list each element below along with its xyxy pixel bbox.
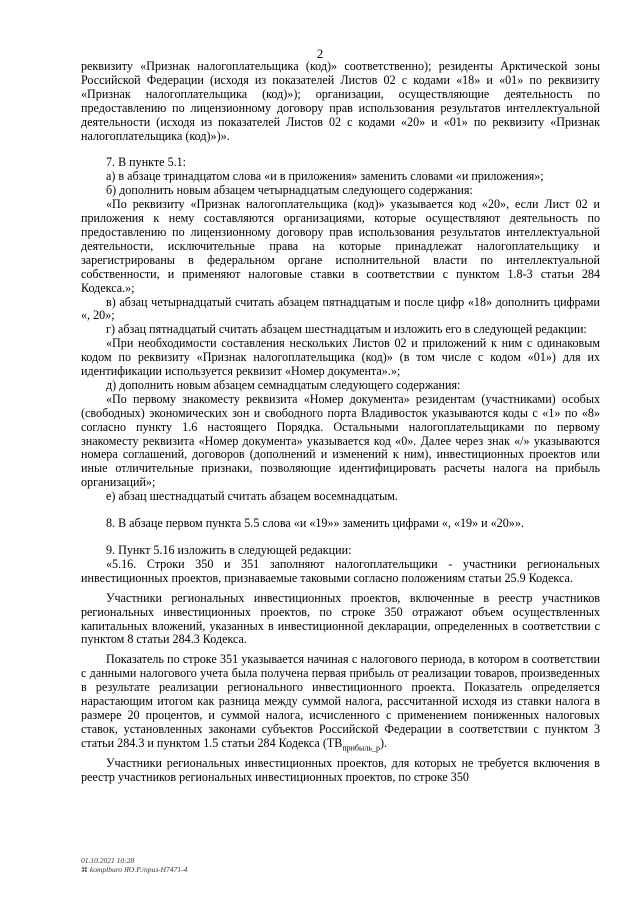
paragraph: «При необходимости составления нескольких Листов 02 и приложений к ним с одинаковым кодом по реквизиту «Признак налогоплательщика (код)» (в том числе с кодом «01») для их идентификации используется реквизит «Номер документа».»; xyxy=(81,336,600,379)
paragraph xyxy=(81,652,600,753)
paragraph: б) дополнить новым абзацем четырнадцатым следующего содержания: xyxy=(106,183,473,198)
paragraph: 8. В абзаце первом пункта 5.5 слова «и «19»» заменить цифрами «, «19» и «20»». xyxy=(106,516,524,531)
paragraph: реквизиту «Признак налогоплательщика (код)» соответственно); резиденты Арктической зоны Российской Федерации (исходя из показателей Листов 02 с кодами «18» и «01» по реквизиту «Признак налогоплательщика (код)»); организации, осуществляющие деятельность по предоставлению по лицензионному договору прав использования результатов интеллектуальной деятельности (исходя из показателей Листов 02 с кодами «20» и «01» по реквизиту «Признак налогоплательщика (код)»)». xyxy=(81,59,600,143)
footer-timestamp: 01.10.2021 10:28 xyxy=(81,856,135,865)
page-number: 2 xyxy=(316,46,324,61)
document-body xyxy=(81,60,600,785)
paragraph-text: Показатель по строке 351 указывается начиная с налогового периода, в котором в соответствии с данными налогового учета была получена первая прибыль от реализации товаров, произведенных в результате реализации регионального инвестиционного проекта. Показатель определяется нарастающим итогом как разница между суммой налога, рассчитанной исходя из ставки налога в размере 20 процентов, и суммой налога, исчисленного с применением пониженных налоговых ставок, установленных законами субъектов Российской Федерации в соответствии с пунктом 3 статьи 284.3 и пунктом 1.5 статьи 284 Кодекса (ТВ xyxy=(81,652,600,750)
paragraph: Участники региональных инвестиционных проектов, для которых не требуется включения в реестр участников региональных инвестиционных проектов, по строке 350 xyxy=(81,755,600,784)
footer-path-line xyxy=(81,865,187,875)
subscript: прибыль_р xyxy=(342,743,380,753)
paragraph: «По реквизиту «Признак налогоплательщика (код)» указывается код «20», если Лист 02 и приложения к нему составляются организациями, которые осуществляют деятельность по предоставлению по лицензионному договору прав использования результатов интеллектуальной деятельности, исключительные права на которые принадлежат налогоплательщику и зарегистрированы в федеральном органе исполнительной власти по интеллектуальной собственности, и применяют налоговые ставки в соответствии с пунктом 1.8-3 статьи 284 Кодекса.»; xyxy=(81,197,600,295)
paragraph: а) в абзаце тринадцатом слова «и в приложения» заменить словами «и приложения»; xyxy=(106,169,544,184)
paragraph: д) дополнить новым абзацем семнадцатым следующего содержания: xyxy=(106,377,461,392)
paragraph: «5.16. Строки 350 и 351 заполняют налогоплательщики - участники региональных инвестиционных проектов, признаваемые таковыми согласно положениям статьи 25.9 Кодекса. xyxy=(81,556,600,585)
paragraph: в) абзац четырнадцатый считать абзацем пятнадцатым и после цифр «18» дополнить цифрами «, 20»; xyxy=(81,294,600,323)
paragraph: Участники региональных инвестиционных проектов, включенные в реестр участников региональных инвестиционных проектов, по строке 350 отражают объем осуществленных капитальных вложений, указанных в инвестиционной декларации, определенных в соответствии с пунктом 8 статьи 284.3 Кодекса. xyxy=(81,590,600,647)
file-icon: ⌘ xyxy=(81,866,88,874)
document-footer xyxy=(81,856,187,875)
footer-path: komplburo ЯО.Р./приз-Н7471-4 xyxy=(89,865,188,874)
paragraph: 7. В пункте 5.1: xyxy=(106,155,187,170)
paragraph: г) абзац пятнадцатый считать абзацем шестнадцатым и изложить его в следующей редакции: xyxy=(106,322,587,337)
paragraph-tail: ). xyxy=(379,735,388,750)
paragraph: 9. Пункт 5.16 изложить в следующей редакции: xyxy=(106,543,352,557)
paragraph: «По первому знакоместу реквизита «Номер документа» резидентам (участниками) особых (свободных) экономических зон и свободного порта Владивосток указываются коды с «1» по «8» согласно пункту 1.6 настоящего Порядка. Остальными налогоплательщиками по первому знакоместу реквизита «Номер документа» указывается код «0». Далее через знак «/» указываются номера соглашений, договоров (дополнений и изменений к ним), инвестиционных проектов или иные отличительные признаки, позволяющие идентифицировать расчеты налога на прибыль организаций»; xyxy=(81,391,600,490)
paragraph: е) абзац шестнадцатый считать абзацем восемнадцатым. xyxy=(106,489,398,504)
